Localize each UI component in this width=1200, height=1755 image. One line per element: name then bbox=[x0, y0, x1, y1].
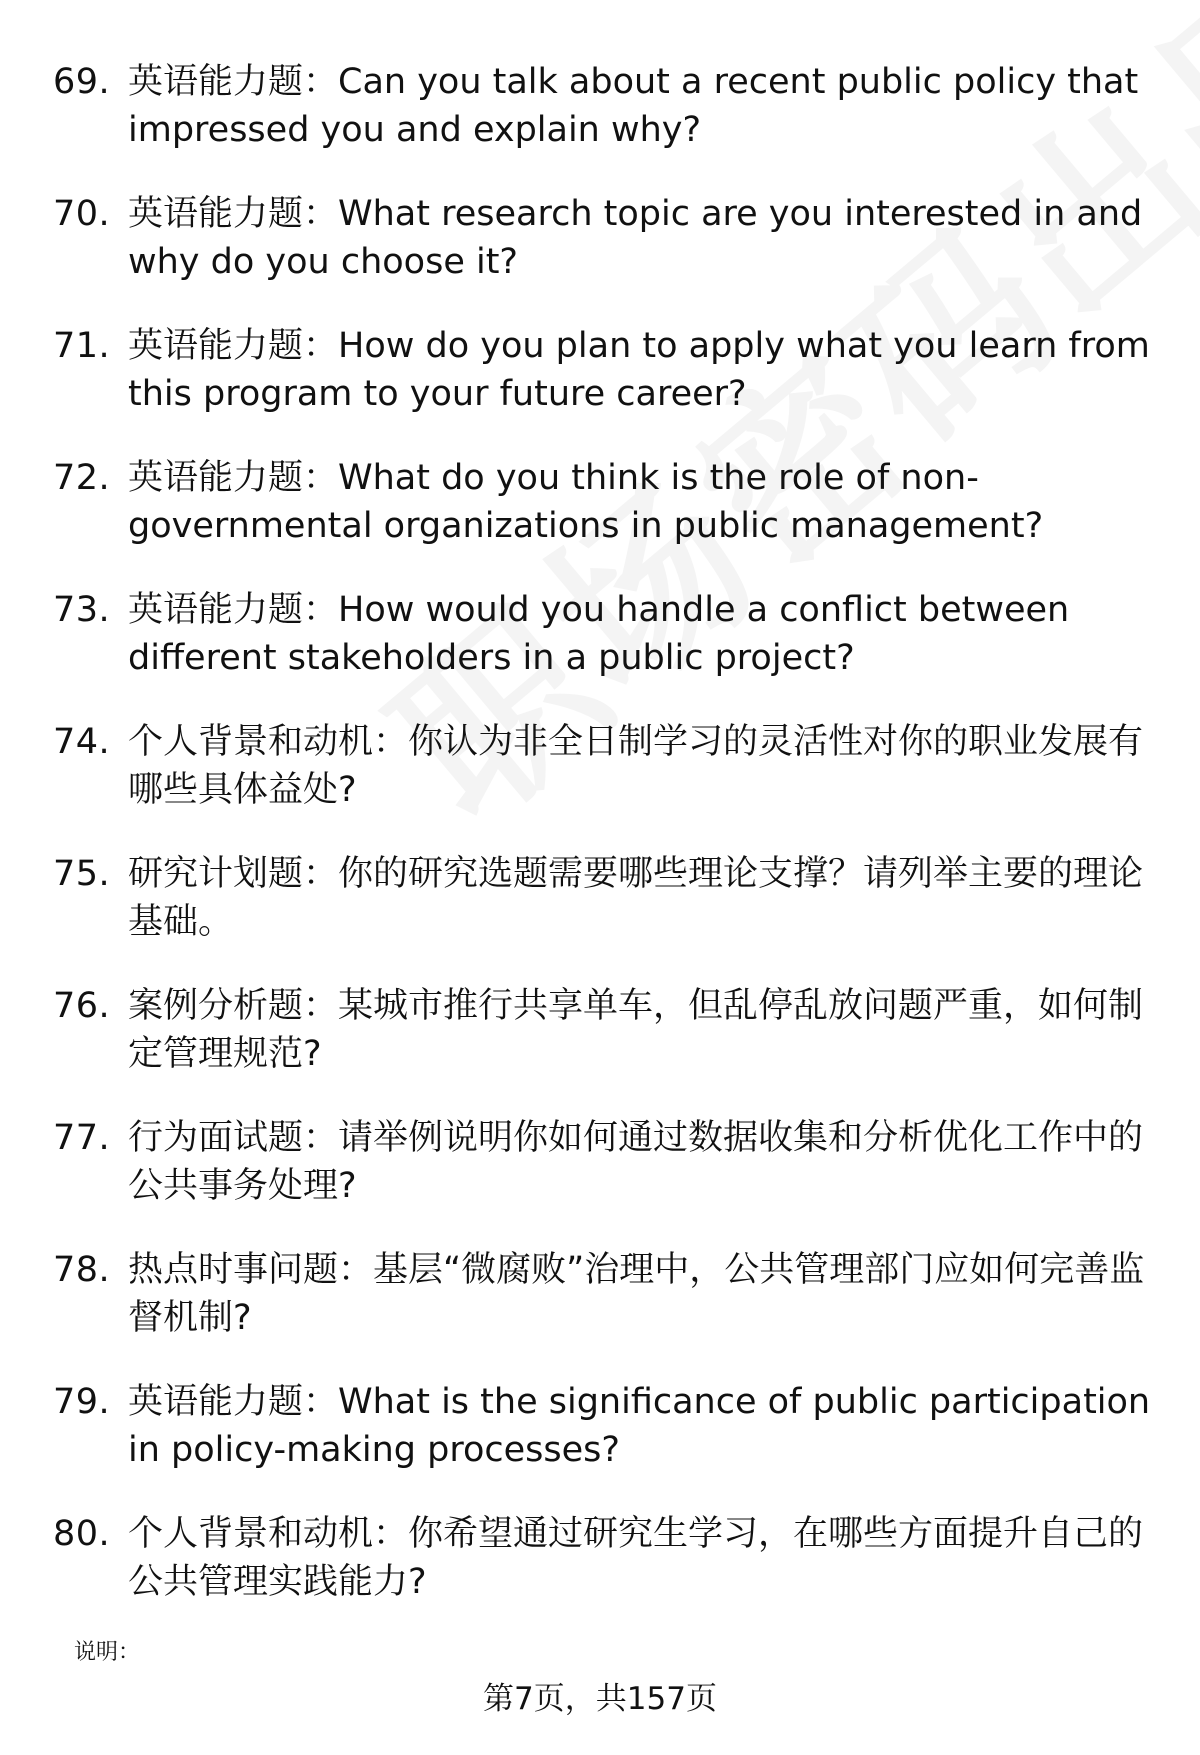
question-item-76 bbox=[0, 982, 1200, 1114]
question-number: 71. bbox=[53, 326, 111, 366]
question-text: 英语能力题：How would you handle a conflict between different stakeholders in a public project? bbox=[128, 590, 1070, 678]
page-number: 第7页，共157页 bbox=[483, 1681, 717, 1717]
question-text: 个人背景和动机：你认为非全日制学习的灵活性对你的职业发展有哪些具体益处? bbox=[128, 722, 1144, 810]
question-number: 80. bbox=[53, 1514, 111, 1554]
question-number: 79. bbox=[53, 1382, 111, 1422]
question-number: 76. bbox=[53, 986, 111, 1026]
question-number: 73. bbox=[53, 590, 111, 630]
question-text: 研究计划题：你的研究选题需要哪些理论支撑？请列举主要的理论基础。 bbox=[128, 854, 1144, 942]
question-text: 热点时事问题：基层“微腐败”治理中，公共管理部门应如何完善监督机制? bbox=[128, 1250, 1145, 1338]
question-item-80 bbox=[0, 1510, 1200, 1642]
question-item-79 bbox=[0, 1378, 1200, 1510]
question-number: 69. bbox=[53, 62, 111, 102]
question-number: 72. bbox=[53, 458, 111, 498]
note-label: 说明： bbox=[74, 1640, 141, 1665]
question-text: 英语能力题：How do you plan to apply what you learn from this program to your future career? bbox=[128, 326, 1150, 414]
question-item-73 bbox=[0, 586, 1200, 718]
question-item-77 bbox=[0, 1114, 1200, 1246]
question-number: 77. bbox=[53, 1118, 111, 1158]
question-number: 75. bbox=[53, 854, 111, 894]
question-number: 74. bbox=[53, 722, 111, 762]
question-item-69 bbox=[0, 58, 1200, 190]
question-text: 个人背景和动机：你希望通过研究生学习，在哪些方面提升自己的公共管理实践能力? bbox=[128, 1514, 1144, 1602]
question-item-72 bbox=[0, 454, 1200, 586]
question-text: 英语能力题：Can you talk about a recent public policy that impressed you and explain why? bbox=[128, 62, 1139, 150]
question-number: 78. bbox=[53, 1250, 111, 1290]
question-list bbox=[0, 58, 1200, 1642]
question-text: 英语能力题：What research topic are you interested in and why do you choose it? bbox=[128, 194, 1143, 282]
question-text: 行为面试题：请举例说明你如何通过数据收集和分析优化工作中的公共事务处理? bbox=[128, 1118, 1144, 1206]
question-text: 案例分析题：某城市推行共享单车，但乱停乱放问题严重，如何制定管理规范? bbox=[128, 986, 1144, 1074]
question-item-75 bbox=[0, 850, 1200, 982]
question-item-70 bbox=[0, 190, 1200, 322]
question-item-71 bbox=[0, 322, 1200, 454]
question-text: 英语能力题：What is the significance of public participation in policy-making processes? bbox=[128, 1382, 1151, 1470]
question-number: 70. bbox=[53, 194, 111, 234]
question-text: 英语能力题：What do you think is the role of non-governmental organizations in public management? bbox=[128, 458, 1044, 546]
question-item-78 bbox=[0, 1246, 1200, 1378]
question-item-74 bbox=[0, 718, 1200, 850]
